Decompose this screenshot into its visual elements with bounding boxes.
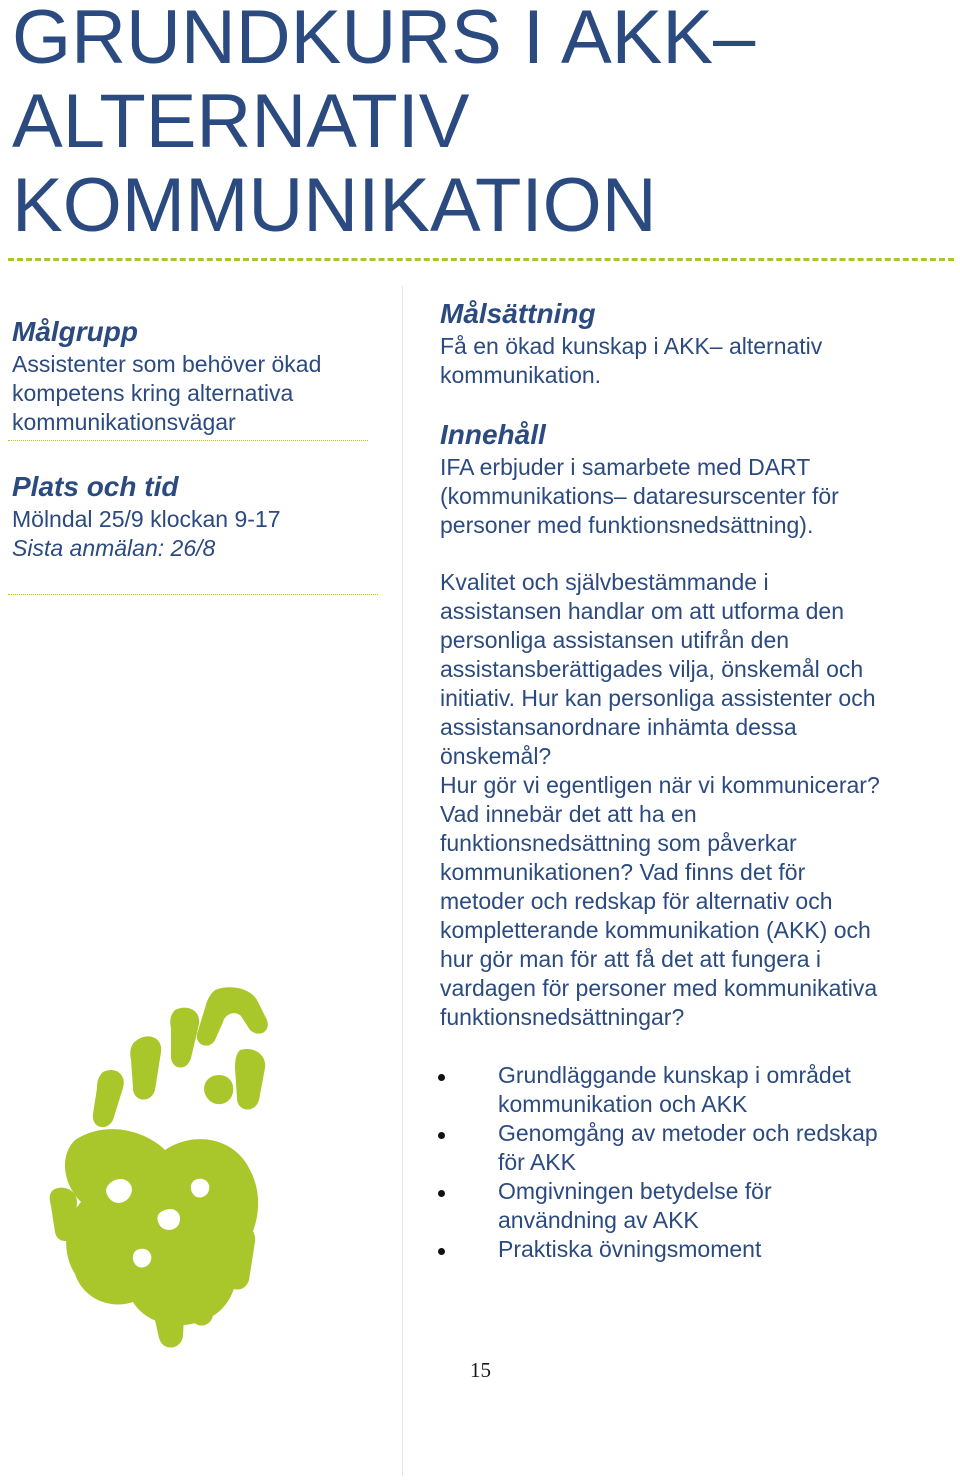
malgrupp-line-3: kommunikationsvägar: [12, 409, 236, 435]
malgrupp-divider: [8, 440, 368, 441]
title-line-1: GRUNDKURS I AKK–: [12, 0, 756, 80]
bullet-line: Praktiska övningsmoment: [498, 1236, 762, 1262]
bullet-line: kommunikation och AKK: [498, 1091, 748, 1117]
bullet-line: Genomgång av metoder och redskap: [498, 1120, 878, 1146]
body-line: önskemål?: [440, 743, 552, 769]
body-line: personliga assistansen utifrån den: [440, 627, 790, 653]
logo-stroke-right: [235, 1049, 265, 1110]
logo-stroke-top-3: [130, 1036, 161, 1099]
body-line: funktionsnedsättningar?: [440, 1004, 685, 1030]
malsattning-line-2: kommunikation.: [440, 362, 602, 388]
list-item: [430, 1235, 950, 1264]
body-line: Vad innebär det att ha en: [440, 801, 697, 827]
body-line: Kvalitet och självbestämmande i: [440, 569, 769, 595]
title-line-3: KOMMUNIKATION: [12, 163, 657, 248]
bullet-icon: [438, 1074, 445, 1081]
malgrupp-line-2: kompetens kring alternativa: [12, 380, 294, 406]
body-line: kommunikationen? Vad finns det för: [440, 859, 806, 885]
body-line: metoder och redskap för alternativ och: [440, 888, 833, 914]
plats-divider: [8, 594, 378, 595]
bullet-icon: [438, 1248, 445, 1255]
content-bullet-list: [430, 1061, 950, 1264]
title-line-2: ALTERNATIV: [12, 79, 470, 164]
malsattning-line-1: Få en ökad kunskap i AKK– alternativ: [440, 333, 823, 359]
logo-stroke-top: [197, 987, 268, 1045]
logo-stroke-left: [50, 1188, 77, 1241]
body-line: hur gör man för att få det att fungera i: [440, 946, 821, 972]
list-item: [430, 1177, 950, 1235]
bullet-line: Grundläggande kunskap i området: [498, 1062, 851, 1088]
bullet-line: Omgivningen betydelse för: [498, 1178, 772, 1204]
list-item: [430, 1119, 950, 1177]
body-line: kompletterande kommunikation (AKK) och: [440, 917, 871, 943]
list-item: [430, 1061, 950, 1119]
innehall-intro-3: personer med funktionsnedsättning).: [440, 512, 814, 538]
body-line: assistansen handlar om att utforma den: [440, 598, 845, 624]
bullet-line: för AKK: [498, 1149, 576, 1175]
bullet-icon: [438, 1190, 445, 1197]
logo-stroke-bottom-3: [225, 1223, 255, 1290]
innehall-intro-1: IFA erbjuder i samarbete med DART: [440, 454, 811, 480]
malsattning-heading: Målsättning: [440, 298, 596, 329]
body-line: Hur gör vi egentligen när vi kommunicerar?: [440, 772, 880, 798]
page-number: 15: [470, 1358, 491, 1382]
logo-dot: [204, 1075, 233, 1104]
logo-stroke-top-4: [93, 1070, 124, 1127]
body-line: assistansberättigades vilja, önskemål och: [440, 656, 864, 682]
place-time: Mölndal 25/9 klockan 9-17: [12, 506, 281, 532]
bullet-line: användning av AKK: [498, 1207, 699, 1233]
logo-stroke-top-2: [170, 1008, 199, 1068]
body-line: initiativ. Hur kan personliga assistenter och: [440, 685, 876, 711]
innehall-intro-2: (kommunikations– dataresurscenter för: [440, 483, 839, 509]
logo-stroke-bottom-2: [189, 1249, 221, 1326]
registration-deadline: Sista anmälan: 26/8: [12, 535, 216, 561]
column-divider: [402, 286, 403, 1476]
logo-stroke-bottom-1: [150, 1278, 185, 1348]
sep-maj-jan-logo: [45, 980, 285, 1360]
innehall-heading: Innehåll: [440, 419, 546, 450]
body-line: vardagen för personer med kommunikativa: [440, 975, 878, 1001]
malgrupp-line-1: Assistenter som behöver ökad: [12, 351, 322, 377]
bullet-icon: [438, 1132, 445, 1139]
title-divider: [8, 258, 954, 261]
body-line: assistansanordnare inhämta dessa: [440, 714, 797, 740]
body-line: funktionsnedsättning som påverkar: [440, 830, 797, 856]
malgrupp-heading: Målgrupp: [12, 316, 138, 347]
plats-heading: Plats och tid: [12, 471, 179, 502]
innehall-body: [440, 568, 940, 1032]
